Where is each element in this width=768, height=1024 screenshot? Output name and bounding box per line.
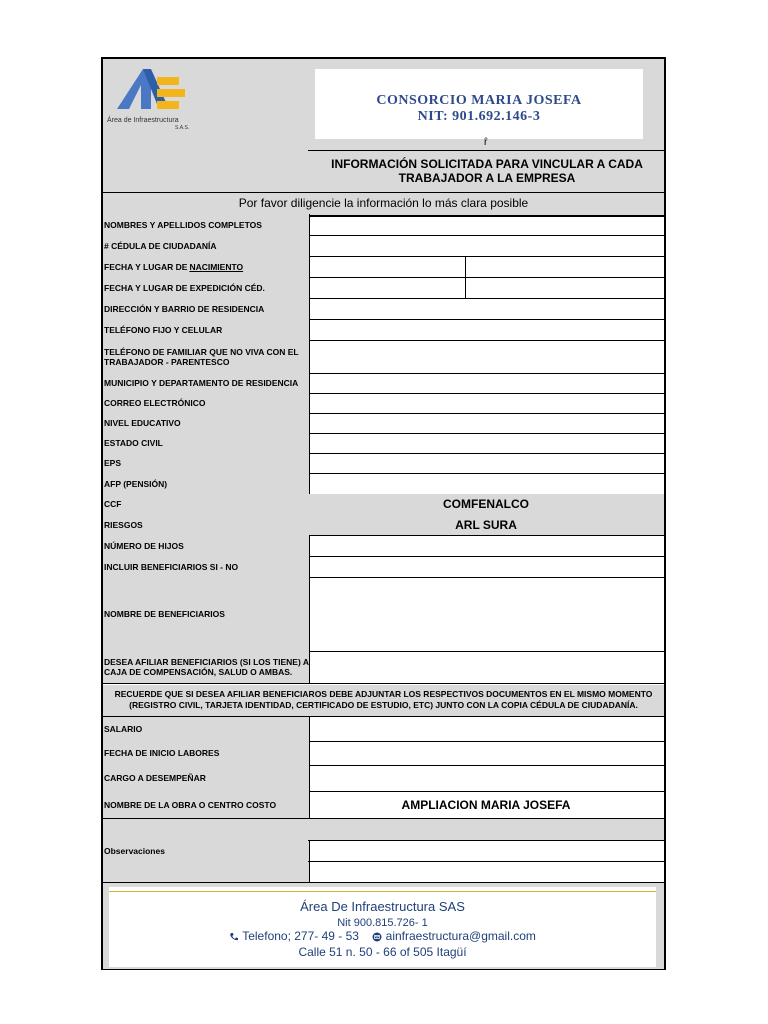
observations-field-3[interactable] xyxy=(308,861,664,882)
title-line-1: INFORMACIÓN SOLICITADA PARA VINCULAR A CADA xyxy=(331,157,643,171)
job-field-label: CARGO A DESEMPEÑAR xyxy=(103,765,310,791)
footer-divider xyxy=(109,891,656,892)
field-value[interactable] xyxy=(308,535,664,556)
field-row xyxy=(103,514,664,536)
footer-card xyxy=(109,887,656,967)
field-label: CCF xyxy=(103,494,310,514)
logo-sas: S.A.S. xyxy=(175,125,190,131)
field-value[interactable]: COMFENALCO xyxy=(308,494,664,514)
job-field-value[interactable] xyxy=(308,765,664,791)
field-value[interactable] xyxy=(308,393,664,413)
company-banner xyxy=(315,69,643,139)
field-label: # CÉDULA DE CIUDADANÍA xyxy=(103,235,310,256)
field-row xyxy=(103,319,664,341)
field-value[interactable] xyxy=(308,577,664,651)
footer xyxy=(103,882,664,969)
footer-company: Área De Infraestructura SAS xyxy=(300,899,465,914)
job-field-value[interactable] xyxy=(308,717,664,741)
job-field-row xyxy=(103,765,664,792)
job-field-label: NOMBRE DE LA OBRA O CENTRO COSTO xyxy=(103,791,310,818)
employee-info-form xyxy=(101,57,666,970)
field-label: DIRECCIÓN Y BARRIO DE RESIDENCIA xyxy=(103,298,310,319)
field-value[interactable] xyxy=(308,373,664,393)
field-label: NIVEL EDUCATIVO xyxy=(103,413,310,433)
field-label: DESEA AFILIAR BENEFICIARIOS (SI LOS TIENE) A CAJA DE COMPENSACIÓN, SALUD O AMBAS. xyxy=(103,651,310,683)
job-field-row xyxy=(103,717,664,742)
job-field-label: SALARIO xyxy=(103,717,310,741)
footer-contact xyxy=(109,929,656,943)
field-value[interactable] xyxy=(308,235,664,256)
email-icon xyxy=(372,932,382,942)
field-label: FECHA Y LUGAR DE EXPEDICIÓN CÉD. xyxy=(103,277,310,298)
footer-email: ainfraestructura@gmail.com xyxy=(385,929,536,943)
field-row xyxy=(103,340,664,374)
field-value[interactable] xyxy=(308,453,664,473)
header xyxy=(103,59,664,192)
field-label-text: FECHA Y LUGAR DE xyxy=(104,261,188,272)
field-value[interactable] xyxy=(308,556,664,577)
field-row xyxy=(103,413,664,434)
title-line-2: TRABAJADOR A LA EMPRESA xyxy=(398,171,576,185)
observations-row xyxy=(103,819,664,882)
field-label: CORREO ELECTRÓNICO xyxy=(103,393,310,413)
field-row xyxy=(103,577,664,652)
field-value[interactable] xyxy=(308,433,664,453)
job-field-value[interactable] xyxy=(308,741,664,765)
field-row xyxy=(103,277,664,299)
field-row xyxy=(103,453,664,474)
cursor-mark-icon: ȓ xyxy=(484,137,488,148)
field-value[interactable] xyxy=(308,256,664,277)
beneficiaries-note xyxy=(103,685,664,717)
phone-icon xyxy=(229,932,239,942)
field-label: AFP (PENSIÓN) xyxy=(103,473,310,494)
observations-field-1[interactable] xyxy=(308,819,664,841)
job-field-row xyxy=(103,741,664,766)
field-label: NOMBRE DE BENEFICIARIOS xyxy=(103,577,310,651)
field-value[interactable] xyxy=(308,473,664,494)
field-value[interactable] xyxy=(308,298,664,319)
field-row xyxy=(103,256,664,278)
field-value[interactable]: ARL SURA xyxy=(308,514,664,535)
company-nit: NIT: 901.692.146-3 xyxy=(417,109,541,124)
job-field-row xyxy=(103,791,664,819)
field-row xyxy=(103,433,664,454)
footer-address: Calle 51 n. 50 - 66 of 505 Itagüí xyxy=(298,945,467,959)
field-label: EPS xyxy=(103,453,310,473)
observations-label: Observaciones xyxy=(103,819,310,882)
field-value[interactable] xyxy=(308,319,664,340)
field-value[interactable] xyxy=(308,340,664,373)
job-field-value[interactable]: AMPLIACION MARIA JOSEFA xyxy=(401,797,571,812)
field-row xyxy=(103,535,664,557)
field-label-underlined: NACIMIENTO xyxy=(189,261,244,272)
field-label: ESTADO CIVIL xyxy=(103,433,310,453)
note-line-2: (REGISTRO CIVIL, TARJETA IDENTIDAD, CERTIFICADO DE ESTUDIO, ETC) JUNTO CON LA COPIA CÉDULA DE CIUDADANÍA. xyxy=(129,700,638,710)
field-row xyxy=(103,214,664,236)
field-value[interactable] xyxy=(308,651,664,683)
field-label: NOMBRES Y APELLIDOS COMPLETOS xyxy=(103,214,310,235)
field-row xyxy=(103,235,664,257)
job-field-label: FECHA DE INICIO LABORES xyxy=(103,741,310,765)
field-value[interactable] xyxy=(308,277,664,298)
company-name: CONSORCIO MARIA JOSEFA xyxy=(376,93,582,108)
footer-nit: Nit 900.815.726- 1 xyxy=(337,917,428,929)
footer-phone: Telefono; 277- 49 - 53 xyxy=(242,929,359,943)
company-logo xyxy=(115,67,195,119)
field-row xyxy=(103,494,664,515)
note-line-1: RECUERDE QUE SI DESEA AFILIAR BENEFICIAROS DEBE ADJUNTAR LOS RESPECTIVOS DOCUMENTOS EN EL MISMO MOMENTO xyxy=(114,689,653,699)
field-label: RIESGOS xyxy=(103,514,310,535)
field-row xyxy=(103,556,664,578)
field-value[interactable] xyxy=(308,214,664,235)
field-label: TELÉFONO DE FAMILIAR QUE NO VIVA CON EL TRABAJADOR - PARENTESCO xyxy=(103,340,310,373)
field-split-divider xyxy=(465,277,466,298)
field-label: NÚMERO DE HIJOS xyxy=(103,535,310,556)
field-split-divider xyxy=(465,256,466,277)
field-label: MUNICIPIO Y DEPARTAMENTO DE RESIDENCIA xyxy=(103,373,310,393)
field-label: INCLUIR BENEFICIARIOS SI - NO xyxy=(103,556,310,577)
field-label: TELÉFONO FIJO Y CELULAR xyxy=(103,319,310,340)
logo-text: Área de Infraestructura xyxy=(107,117,179,124)
field-label xyxy=(103,256,310,277)
field-row xyxy=(103,473,664,495)
field-row xyxy=(103,373,664,394)
field-row xyxy=(103,393,664,414)
observations-field-2[interactable] xyxy=(308,840,664,862)
field-row xyxy=(103,651,664,684)
instructions: Por favor diligencie la información lo más clara posible xyxy=(103,192,664,217)
field-value[interactable] xyxy=(308,413,664,433)
field-row xyxy=(103,298,664,320)
